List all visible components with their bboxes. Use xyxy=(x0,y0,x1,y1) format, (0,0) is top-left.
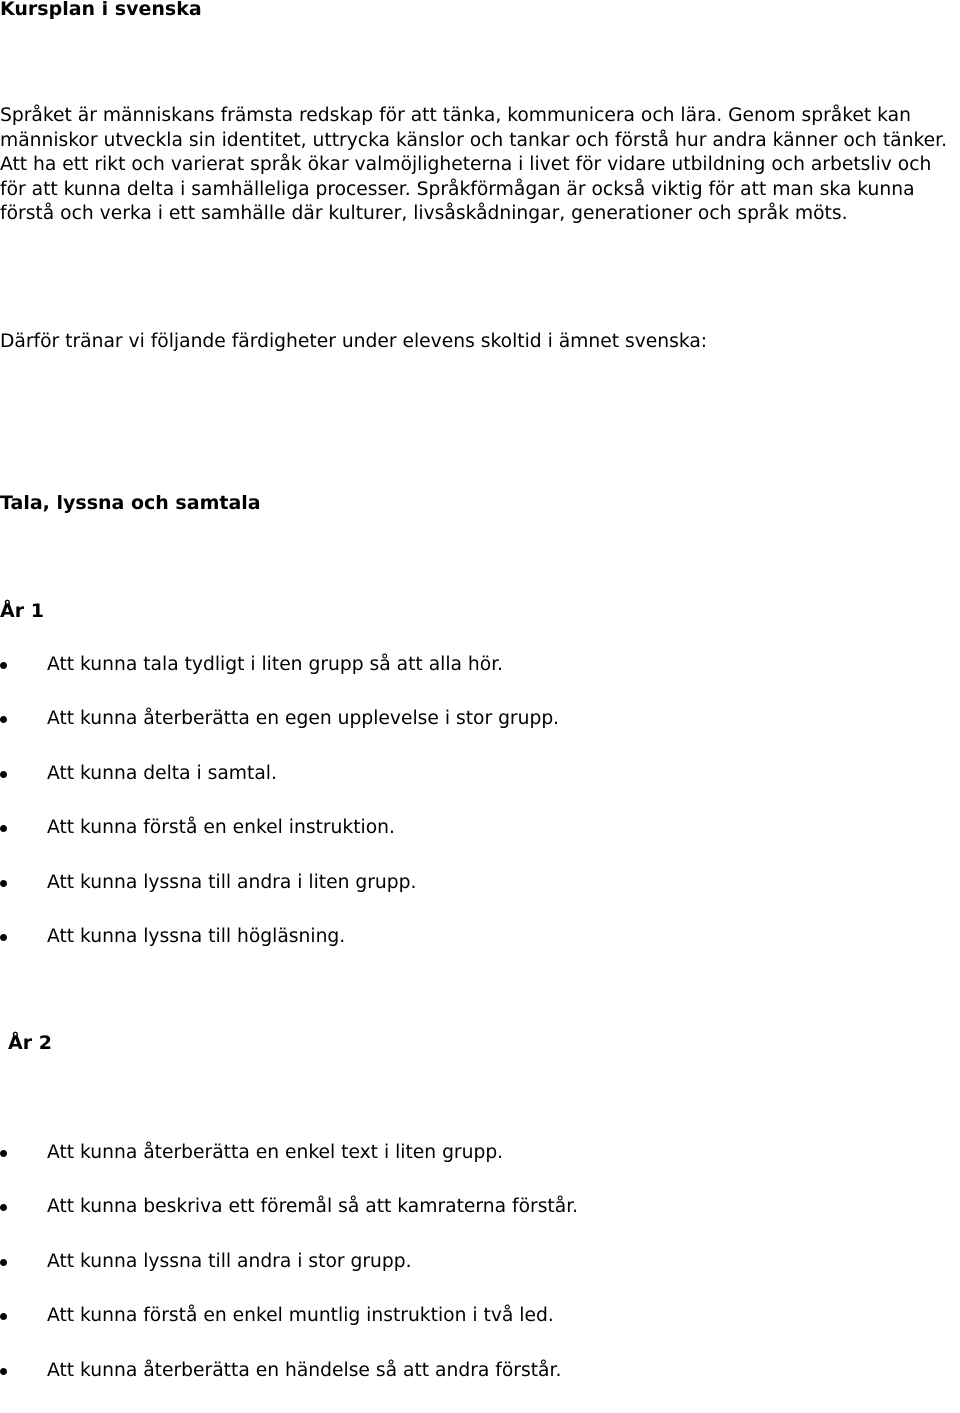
bullet-icon xyxy=(0,1204,7,1211)
bullet-icon xyxy=(0,825,7,832)
goal-text: Att kunna lyssna till andra i liten grupp. xyxy=(47,871,417,893)
bullet-icon xyxy=(0,1259,7,1266)
goal-text: Att kunna förstå en enkel muntlig instruktion i två led. xyxy=(47,1305,554,1327)
lead-paragraph: Därför tränar vi följande färdigheter under elevens skoltid i ämnet svenska: xyxy=(0,331,708,352)
year-heading-1: År 1 xyxy=(0,600,44,622)
bullet-icon xyxy=(0,934,7,941)
goal-text: Att kunna tala tydligt i liten grupp så att alla hör. xyxy=(47,654,504,675)
goal-text: Att kunna lyssna till andra i stor grupp. xyxy=(47,1250,412,1272)
intro-paragraph: Språket är människans främsta redskap för att tänka, kommunicera och lära. Genom språket kan människor utveckla sin identitet, uttrycka känslor och tankar och förstå hur andra känner och tänker. Att ha ett rikt och varierat språk ökar valmöjligheterna i livet för vidare utbildning och arbetsliv och för att kunna delta i samhälleliga processer. Språkförmågan är också viktig för att man ska kunna förstå och verka i ett samhälle där kulturer, livsåskådningar, generationer och språk möts. xyxy=(0,105,948,224)
goal-text: Att kunna förstå en enkel instruktion. xyxy=(47,817,395,839)
section-heading: Tala, lyssna och samtala xyxy=(0,492,261,514)
bullet-icon xyxy=(0,1368,7,1375)
bullet-icon xyxy=(0,716,7,723)
goal-text: Att kunna återberätta en händelse så att andra förstår. xyxy=(47,1359,562,1381)
goal-text: Att kunna återberätta en egen upplevelse i stor grupp. xyxy=(47,708,560,730)
bullet-icon xyxy=(0,1150,7,1157)
year-heading-2: År 2 xyxy=(8,1032,52,1054)
bullet-icon xyxy=(0,662,7,669)
bullet-icon xyxy=(0,1313,7,1320)
goal-text: Att kunna beskriva ett föremål så att kamraterna förstår. xyxy=(47,1196,579,1218)
goal-text: Att kunna delta i samtal. xyxy=(47,762,277,784)
goal-text: Att kunna återberätta en enkel text i liten grupp. xyxy=(47,1142,504,1163)
bullet-icon xyxy=(0,880,7,887)
goal-text: Att kunna lyssna till högläsning. xyxy=(47,925,346,947)
bullet-icon xyxy=(0,771,7,778)
page-title: Kursplan i svenska xyxy=(0,0,202,20)
